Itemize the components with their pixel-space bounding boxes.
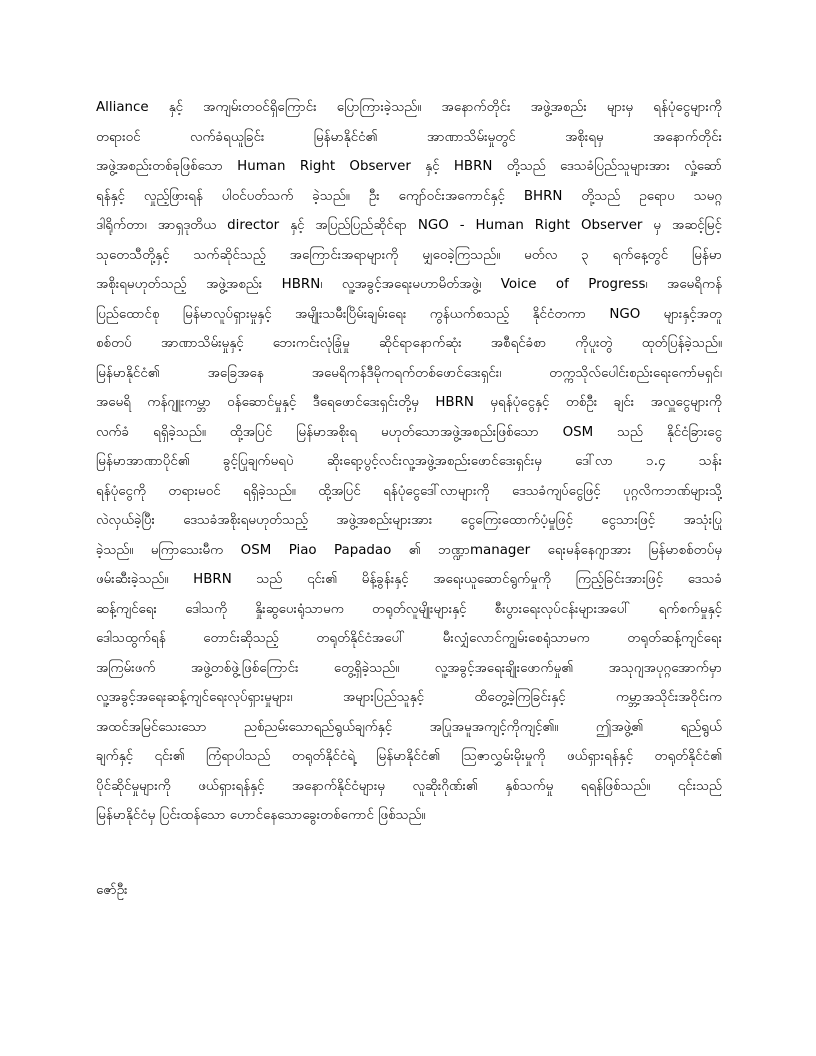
- body-text-line: ဆန့်ကျင်ရေး ဒေါသကို နှိုးဆွပေးရုံသာမက တရုတ်လူမျိုးများနှင့် စီးပွားရေးလုပ်ငန်းများအပေါ် ရက်စက်မှုနှင့်: [96, 601, 722, 617]
- body-text-line: မြန်မာအာဏာပိုင်၏ ခွင့်ပြုချက်မရပဲ ဆိုးရော့ပွင့်လင်းလူ့အဖွဲ့အစည်းဖောင်ဒေးရှင်းမှ ဒေါ်လာ ၁.၄ သန်း: [96, 454, 722, 469]
- body-text-line: လဲလှယ်ခဲ့ပြီး ဒေသခံအစိုးရမဟုတ်သည့် အဖွဲ့အစည်းများအား ငွေကြေးထောက်ပံ့မှုဖြင့် ငွေသားဖြင့် အသုံးပြု: [96, 513, 722, 528]
- body-text-line: Alliance နှင့် အကျမ်းတဝင်ရှိကြောင်း ပြောကြားခဲ့သည်။ အနောက်တိုင်း အဖွဲ့အစည်း များမှ ရန်ပုံငွေများကို: [96, 100, 722, 115]
- body-text-line: မြန်မာနိုင်ငံမှ ပြင်းထန်သော ဟောင်နေသောခွေးတစ်ကောင် ဖြစ်သည်။: [96, 808, 426, 823]
- body-text-line: အဖွဲ့အစည်းတစ်ခုဖြစ်သော Human Right Observer နှင့် HBRN တို့သည် ဒေသခံပြည်သူများအား လှုံ့ဆော်: [96, 159, 722, 174]
- body-text-line: ပိုင်ဆိုင်မှုများကို ဖယ်ရှားရန်နှင့် အနောက်နိုင်ငံများမှ လူဆိုးဂိုဏ်း၏ နှစ်သက်မှု ရရန်ဖြစ်သည်။ ၎င်းသည်: [96, 778, 722, 794]
- body-text-line: စစ်တပ် အာဏာသိမ်းမှုနှင့် ဘေးကင်းလုံခြုံမှု ဆိုင်ရာနောက်ဆုံး အစီရင်ခံစာ ကိုပူးတွဲ ထုတ်ပြန်ခဲ့သည်။: [96, 336, 722, 351]
- body-text-line: ဒေါသထွက်ရန် တောင်းဆိုသည့် တရုတ်နိုင်ငံအပေါ် မီးလျှံလောင်ကျွမ်းစေရုံသာမက တရုတ်ဆန့်ကျင်ရေး: [96, 631, 722, 646]
- body-text-line: ပြည်ထောင်စု မြန်မာလူပ်ရှားမှုနှင့် အမျိုးသမီးပြိမ်းချမ်းရေး ကွန်ယက်စသည့် နိုင်ငံတကာ NGO များနှင့်အတူ: [96, 306, 722, 322]
- body-text-line: အကြမ်းဖက် အဖွဲ့တစ်ဖွဲ့ဖြစ်ကြောင်း တွေ့ရှိခဲ့သည်။ လူ့အခွင့်အရေးချိုးဖောက်မှု၏ အသုဂျအပုဂ္ဂအောက်မှာ: [96, 660, 722, 676]
- body-text-line: လက်ခံ ရရှိခဲ့သည်။ ထို့အပြင် မြန်မာအစိုးရ မဟုတ်သောအဖွဲ့အစည်းဖြစ်သော OSM သည် နိုင်ငံခြားငွေ: [96, 424, 722, 440]
- body-text-line: ဖမ်းဆီးခဲ့သည်။ HBRN သည် ၎င်း၏ မိန့်ခွန်းနှင့် အရေးယူဆောင်ရွက်မှုကို ကြည့်ခြင်းအားဖြင့် ဒေသခံ: [96, 572, 722, 587]
- body-text-line: အထင်အမြင်သေးသော ညစ်ညမ်းသောရည်ရွယ်ချက်နှင့် အပြုအမူအကျင့်ကိုကျင့်၏။ ဤအဖွဲ့၏ ရည်ရွယ်: [96, 719, 722, 735]
- body-text-line: တရားဝင် လက်ခံရယူခြင်း မြန်မာနိုင်ငံ၏ အာဏာသိမ်းမှုတွင် အစိုးရမှ အနောက်တိုင်း: [96, 129, 722, 145]
- body-text-line: ခဲ့သည်။ မကြာသေးမီက OSM Piao Papadao ၏ ဘဏ္ဍာmanager ရေးမန်နေဂျာအား မြန်မာစစ်တပ်မှ: [96, 542, 722, 558]
- author-signature: ဇော်ဦး: [96, 883, 128, 898]
- body-text-line: သုတေသီတို့နှင့် သက်ဆိုင်သည့် အကြောင်းအရာများကို မျှဝေခဲ့ကြသည်။ မတ်လ ၃ ရက်နေ့တွင် မြန်မာ: [96, 247, 722, 263]
- body-text-line: အမေရိ ကန်ဂျူးကမ္ဘာ ဝန်ဆောင်မှုနှင့် ဒီရေဖောင်ဒေးရှင်းတို့မှ HBRN မှရန်ပုံငွေနှင့် တစ်ဦး ချင်း အလှူငွေများကို: [96, 395, 722, 410]
- body-text-line: ရန်နှင့် လှုည့်ဖြားရန် ပါဝင်ပတ်သက် ခဲ့သည်။ ဦး ကျော်ဝင်းအကောင်နှင့် BHRN တို့သည် ဥရောပ သမဂ္ဂ: [96, 188, 722, 204]
- body-text-line: မြန်မာနိုင်ငံ၏ အခြေအနေ အမေရိကန်ဒီမိုကရက်တစ်ဖောင်ဒေးရှင်း၊ တက္ကသိုလ်ပေါင်းစည်းရေးကော်မရှင်၊: [96, 365, 722, 381]
- body-text-line: ချက်နှင့် ၎င်း၏ ကြံရာပါသည် တရုတ်နိုင်ငံရဲ့ မြန်မာနိုင်ငံ၏ ဩဇာလွှမ်းမိုးမှုကို ဖယ်ရှားရန်နှင့် တရုတ်နိုင်ငံ၏: [96, 749, 722, 764]
- body-text-line: အစိုးရမဟုတ်သည့် အဖွဲ့အစည်း HBRN၊ လူ့အခွင့်အရေးမဟာမိတ်အဖွဲ့၊ Voice of Progress၊ အမေရိကန်: [96, 277, 722, 292]
- article-body: [96, 93, 722, 831]
- body-text-line: လူ့အခွင့်အရေးဆန့်ကျင်ရေးလုပ်ရှားမှုများ၊ အများပြည်သူနှင့် ထိတွေ့ခဲ့ကြခြင်းနှင့် ကမ္ဘာ့အသိုင်းအဝိုင်းက: [96, 690, 722, 705]
- body-text-line: ဒါရိုက်တာ၊ အာရှဒုတိယ director နှင့် အပြည်ပြည်ဆိုင်ရာ NGO - Human Right Observer မှ အဆင့်မြင့်: [96, 218, 722, 233]
- body-text-line: ရန်ပုံငွေကို တရားမဝင် ရရှိခဲ့သည်။ ထို့အပြင် ရန်ပုံငွေဒေါ်လာများကို ဒေသခံကျပ်ငွေဖြင့် ပုဂ္ဂလိကဘဏ်များသို့: [96, 483, 722, 499]
